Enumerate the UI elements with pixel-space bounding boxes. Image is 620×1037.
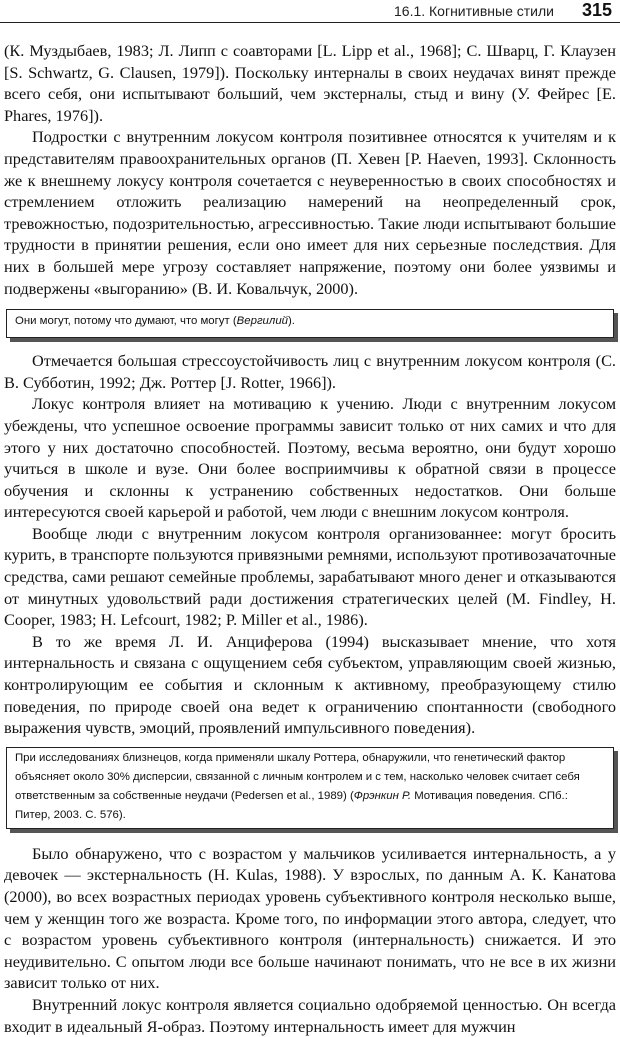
sidebar-note-text: При исследованиях близнецов, когда применяли шкалу Роттера, обнаружили, что генетический фактор объясняет около 30% дисперсии, связанной с личным контролем и с тем, насколько человек считает себя ответственным за собственные неудачи (Pedersen et al., 1989) ( [15,751,580,802]
sidebar-note-box [6,747,614,829]
paragraph: (К. Муздыбаев, 1983; Л. Липп с соавторами [L. Lipp et al., 1968]; С. Шварц, Г. Клаузен [S. Schwartz, G. Clausen, 1979]). Поскольку интерналы в своих неудачах винят прежде всего себя, они испытывают больший, чем экстерналы, стыд и вину (У. Фейрес [E. Phares, 1976]). [4,41,616,125]
epigraph-author: Вергилий [236,315,288,328]
running-section-title: 16.1. Когнитивные стили [394,3,554,19]
sidebar-note-end: Мотивация поведения. СПб.: Питер, 2003. С. 576). [15,789,568,821]
paragraph: Отмечается большая стрессоустойчивость лиц с внутренним локусом контроля (С. В. Субботин, 1992; Дж. Роттер [J. Rotter, 1966]). [4,351,616,392]
sidebar-note-source: Фрэнкин Р. [353,789,412,802]
epigraph-box [6,309,614,338]
epigraph-text: Они могут, потому что думают, что могут ( [15,315,237,328]
paragraph: Вообще люди с внутренним локусом контроля организованнее: могут бросить курить, в транспорте пользуются привязными ремнями, используют противозачаточные средства, сами решают семейные проблемы, зарабатывают много денег и отказываются от минутных удовольствий ради достижения стратегических целей (M. Findley, H. Cooper, 1983; H. Lefcourt, 1982; P. Miller et al., 1986). [4,523,616,630]
epigraph-end: ). [288,315,295,328]
page-content [4,40,616,1037]
paragraph: Внутренний локус контроля является социально одобряемой ценностью. Он всегда входит в идеальный Я-образ. Поэтому интернальность имеет для мужчин [4,994,616,1036]
paragraph: Локус контроля влияет на мотивацию к учению. Люди с внутренним локусом убеждены, что успешное освоение программы зависит только от них самих и что для этого у них достаточно способностей. Поэтому, весьма вероятно, они будут хорошо учиться в школе и вузе. Они более восприимчивы к обратной связи в процессе обучения и склонны к устранению собственных недостатков. Они больше интересуются своей карьерой и работой, чем люди с внешним локусом контроля. [4,394,616,522]
paragraph: Было обнаружено, что с возрастом у мальчиков усиливается интернальность, а у девочек — экстернальность (H. Kulas, 1988). У взрослых, по данным А. К. Канатова (2000), во всех возрастных периодах уровень субъективного контроля несколько выше, чем у женщин того же возраста. Кроме того, по информации этого автора, следует, что с возрастом уровень субъективного контроля (интернальность) снижается. И это неудивительно. С опытом люди все больше начинают понимать, что не все в их жизни зависит только от них. [4,843,616,993]
paragraph: Подростки с внутренним локусом контроля позитивнее относятся к учителям и к представителям правоохранительных органов (П. Хевен [P. Haeven, 1993]. Склонность же к внешнему локусу контроля сочетается с неуверенностью в своих способностях и стремлением отложить реализацию намерений на неопределенный срок, тревожностью, подозрительностью, агрессивностью. Такие люди испытывают большие трудности в принятии решения, если оно имеет для них серьезные последствия. Для них в большей мере угрозу составляет напряжение, поэтому они более уязвимы и подвержены «выгоранию» (В. И. Ковальчук, 2000). [4,127,616,298]
page-header [0,0,620,23]
paragraph: В то же время Л. И. Анциферова (1994) высказывает мнение, что хотя интернальность и связана с ощущением себя субъектом, управляющим своей жизнью, контролирующим ее события и склонным к активному, преобразующему стилю поведения, по природе своей она ведет к ограничению спонтанности (свободного выражения чувств, эмоций, проявлений импульсивного поведения). [4,631,616,738]
page-number: 315 [581,0,612,20]
